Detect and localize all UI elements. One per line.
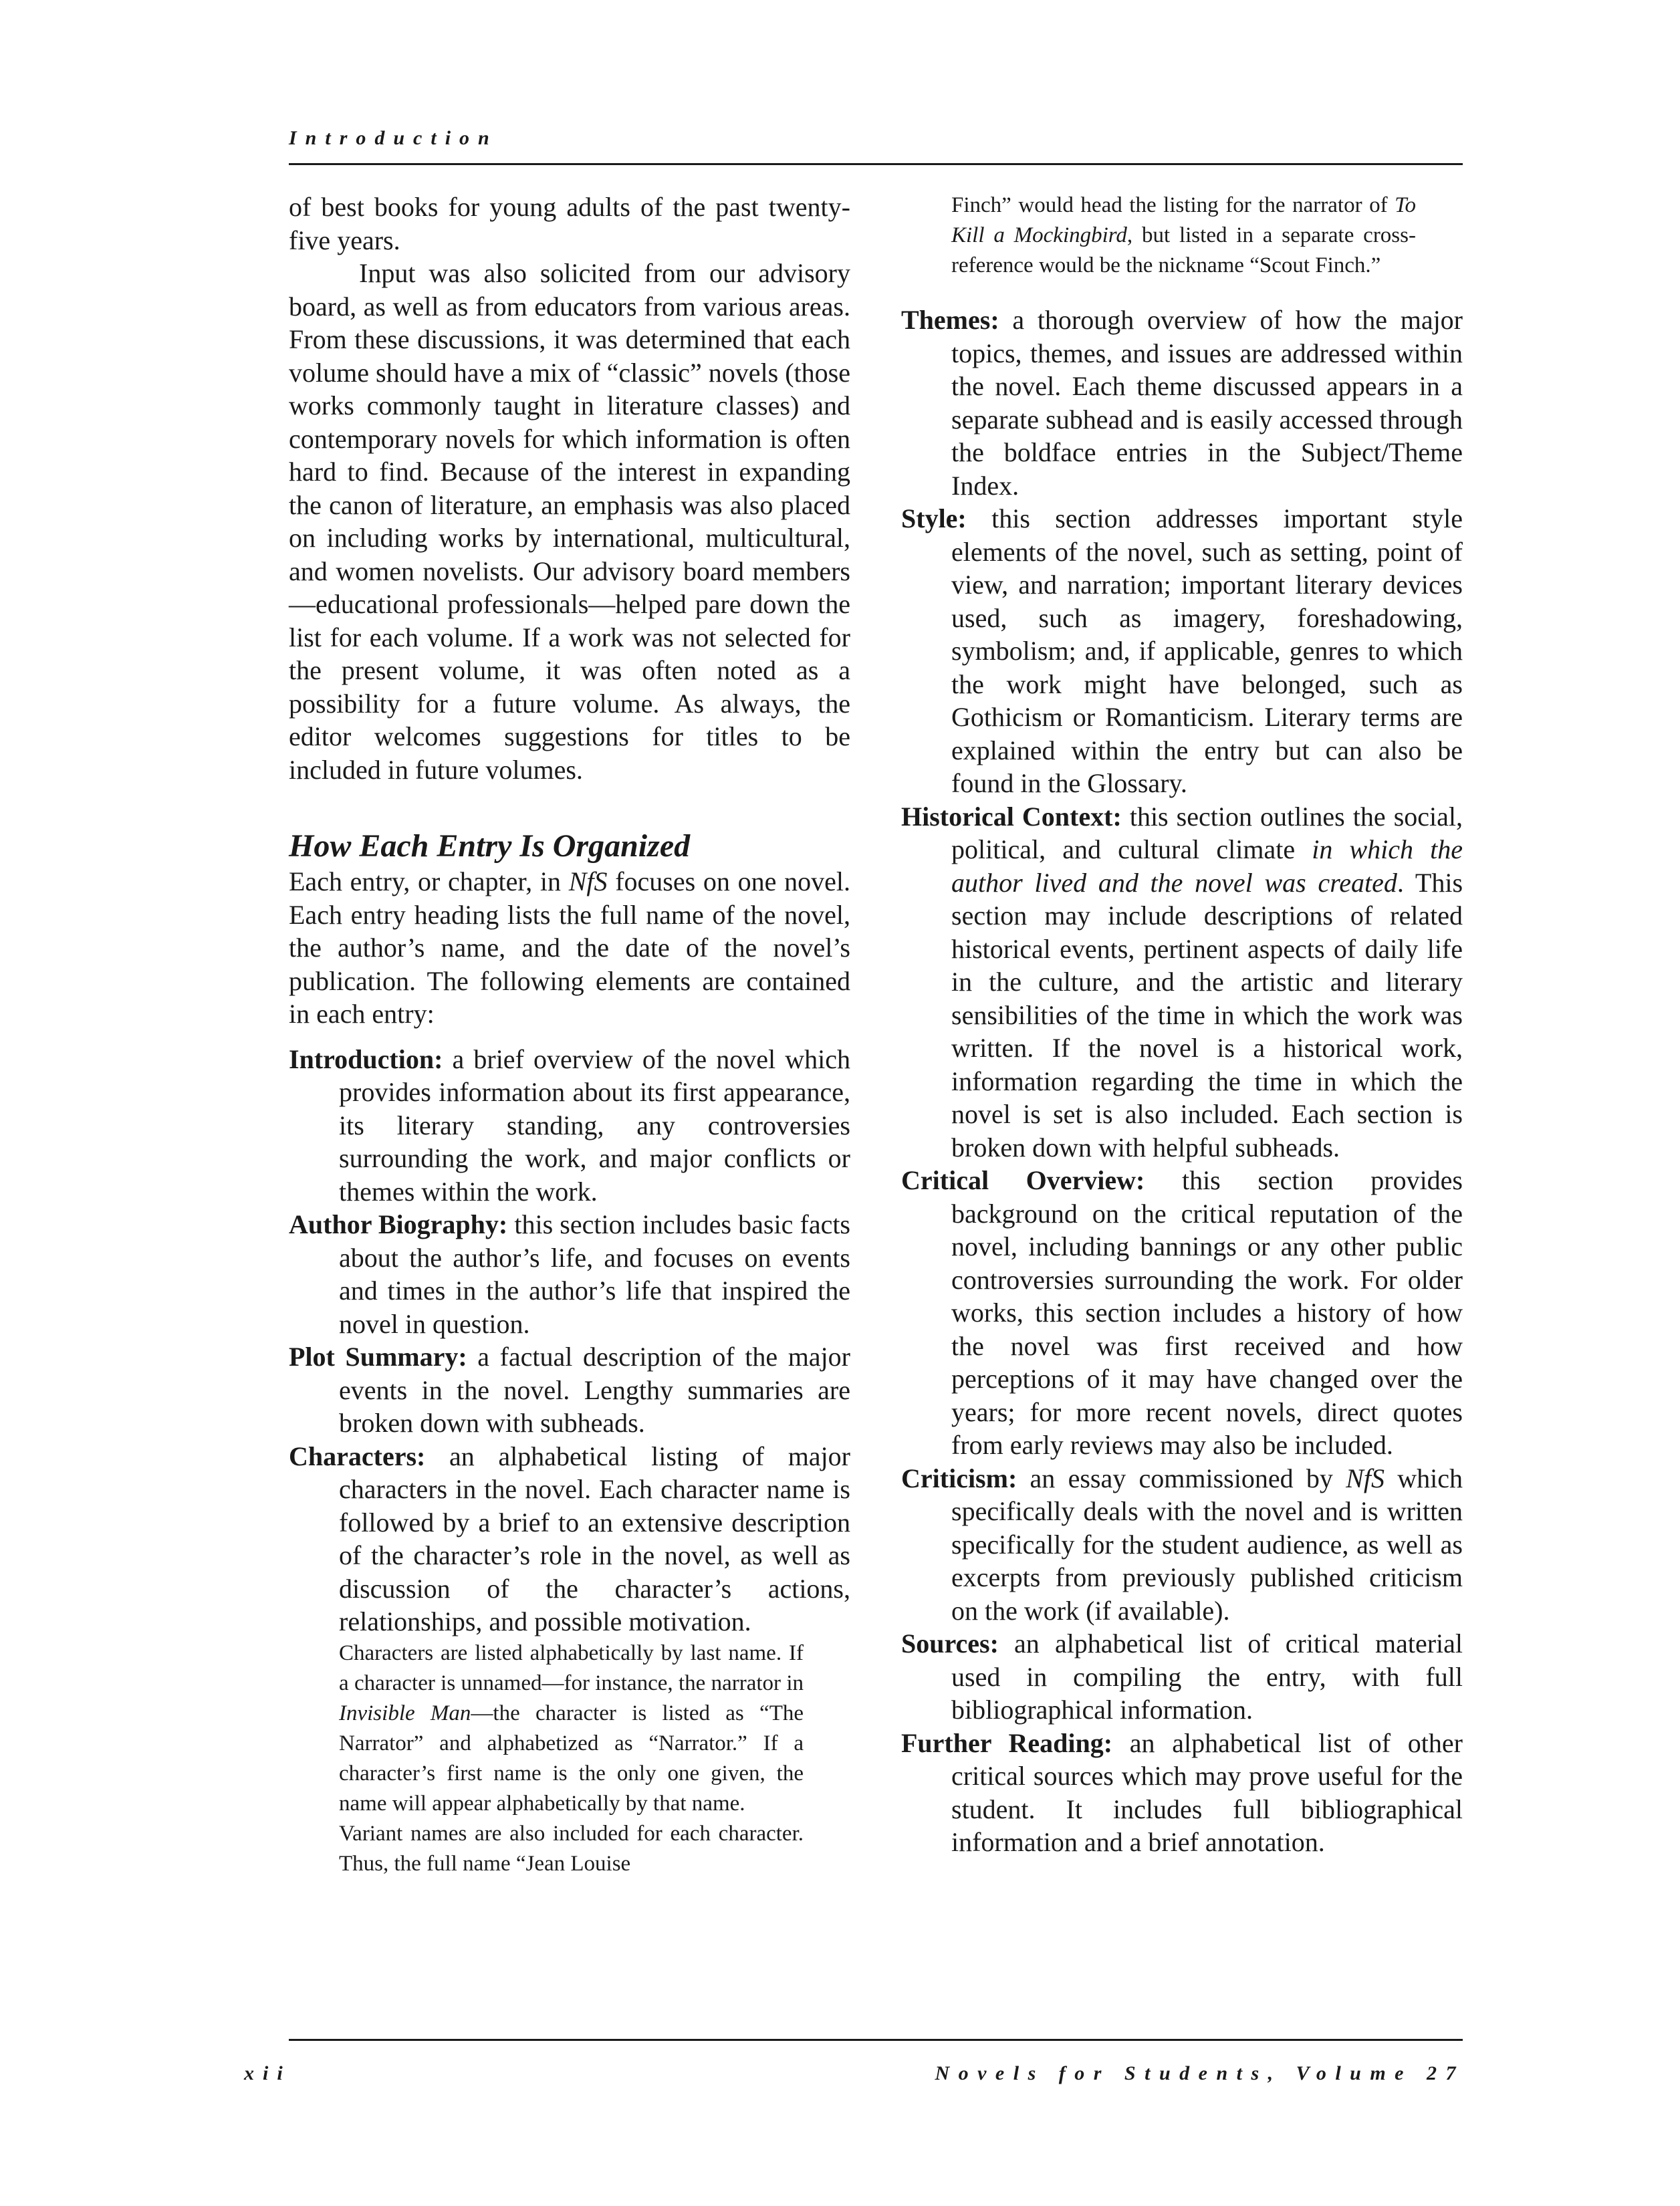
body-paragraph: of best books for young adults of the past twenty-five years. bbox=[289, 192, 850, 255]
entry-critical-overview: Critical Overview: this section provides background on the critical reputation of the novel, including bannings or any other public controversies surrounding the work. For older works, this section includes a history of how the novel was first received and how perceptions of it may have changed over the years; for more recent novels, direct quotes from early reviews may also be included. bbox=[901, 1165, 1463, 1460]
entry-introduction: Introduction: a brief overview of the novel which provides information about its first appearance, its literary standing, any controversies surrounding the work, and major conflicts or themes within the work. bbox=[289, 1044, 850, 1207]
entry-historical-context: Historical Context: this section outlines the social, political, and cultural climate in which the author lived and the novel was created. This section may include descriptions of related historical events, pertinent aspects of daily life in the culture, and the artistic and literary sensibilities of the time in which the work was written. If the novel is a historical work, information regarding the time in which the novel is set is also included. Each section is broken down with helpful subheads. bbox=[901, 801, 1463, 1162]
publication-title: Novels for Students, Volume 27 bbox=[935, 2062, 1465, 2084]
variant-names-note: Variant names are also included for each character. Thus, the full name “Jean Louise bbox=[339, 1821, 804, 1876]
footer-rule bbox=[289, 2039, 1463, 2041]
entry-further-reading: Further Reading: an alphabetical list of other critical sources which may prove useful for the student. It includes full bibliographical information and a brief annotation. bbox=[901, 1727, 1463, 1857]
entry-style: Style: this section addresses important style elements of the novel, such as setting, point of view, and narration; important literary devices used, such as imagery, foreshadowing, symbolism; and, if applicable, genres to which the work might have belonged, such as Gothicism or Romanticism. Literary terms are explained within the entry but can also be found in the Glossary. bbox=[901, 503, 1463, 798]
body-paragraph: Input was also solicited from our advisory board, as well as from educators from various areas. From these discussions, it was determined that each volume should have a mix of “classic” novels (those works commonly taught in literature classes) and contemporary novels for which information is often hard to find. Because of the interest in expanding the canon of literature, an emphasis was also placed on including works by international, multicultural, and women novelists. Our advisory board members—educational professionals—helped pare down the list for each volume. If a work was not selected for the present volume, it was often noted as a possibility for a future volume. As always, the editor welcomes suggestions for titles to be included in future volumes. bbox=[289, 258, 850, 785]
running-head: Introduction bbox=[289, 127, 498, 149]
variant-names-note-continued: Finch” would head the listing for the narrator of To Kill a Mockingbird, but listed in a separate cross-reference would be the nickname “Scout Finch.” bbox=[951, 193, 1416, 277]
entry-criticism: Criticism: an essay commissioned by NfS which specifically deals with the novel and is written specifically for the student audience, as well as excerpts from previously published criticism on the work (if available). bbox=[901, 1463, 1463, 1626]
entry-author-biography: Author Biography: this section includes basic facts about the author’s life, and focuses on events and times in the author’s life that inspired the novel in question. bbox=[289, 1209, 851, 1339]
entry-characters: Characters: an alphabetical listing of major characters in the novel. Each character name is followed by a brief to an extensive description of the character’s role in the novel, as well as discussion of the character’s actions, relationships, and possible motivation. bbox=[289, 1441, 850, 1636]
entry-sources: Sources: an alphabetical list of critical material used in compiling the entry, with full bibliographical information. bbox=[901, 1628, 1463, 1725]
page-number: xii bbox=[244, 2062, 291, 2084]
entry-plot-summary: Plot Summary: a factual description of the major events in the novel. Lengthy summaries are broken down with subheads. bbox=[289, 1342, 850, 1438]
characters-note: Characters are listed alphabetically by last name. If a character is unnamed—for instance, the narrator in Invisible Man—the character is listed as “The Narrator” and alphabetized as “Narrator.” If a character’s first name is the only one given, the name will appear alphabetically by that name. bbox=[339, 1640, 804, 1816]
body-paragraph: Each entry, or chapter, in NfS focuses on one novel. Each entry heading lists the full name of the novel, the author’s name, and the date of the novel’s publication. The following elements are contained in each entry: bbox=[289, 866, 850, 1029]
header-rule bbox=[289, 163, 1463, 165]
entry-themes: Themes: a thorough overview of how the major topics, themes, and issues are addressed within the novel. Each theme discussed appears in a separate subhead and is easily accessed through the boldface entries in the Subject/Theme Index. bbox=[901, 305, 1463, 501]
right-column bbox=[901, 191, 1463, 1859]
left-column bbox=[289, 191, 850, 1879]
section-heading: How Each Entry Is Organized bbox=[289, 828, 691, 864]
